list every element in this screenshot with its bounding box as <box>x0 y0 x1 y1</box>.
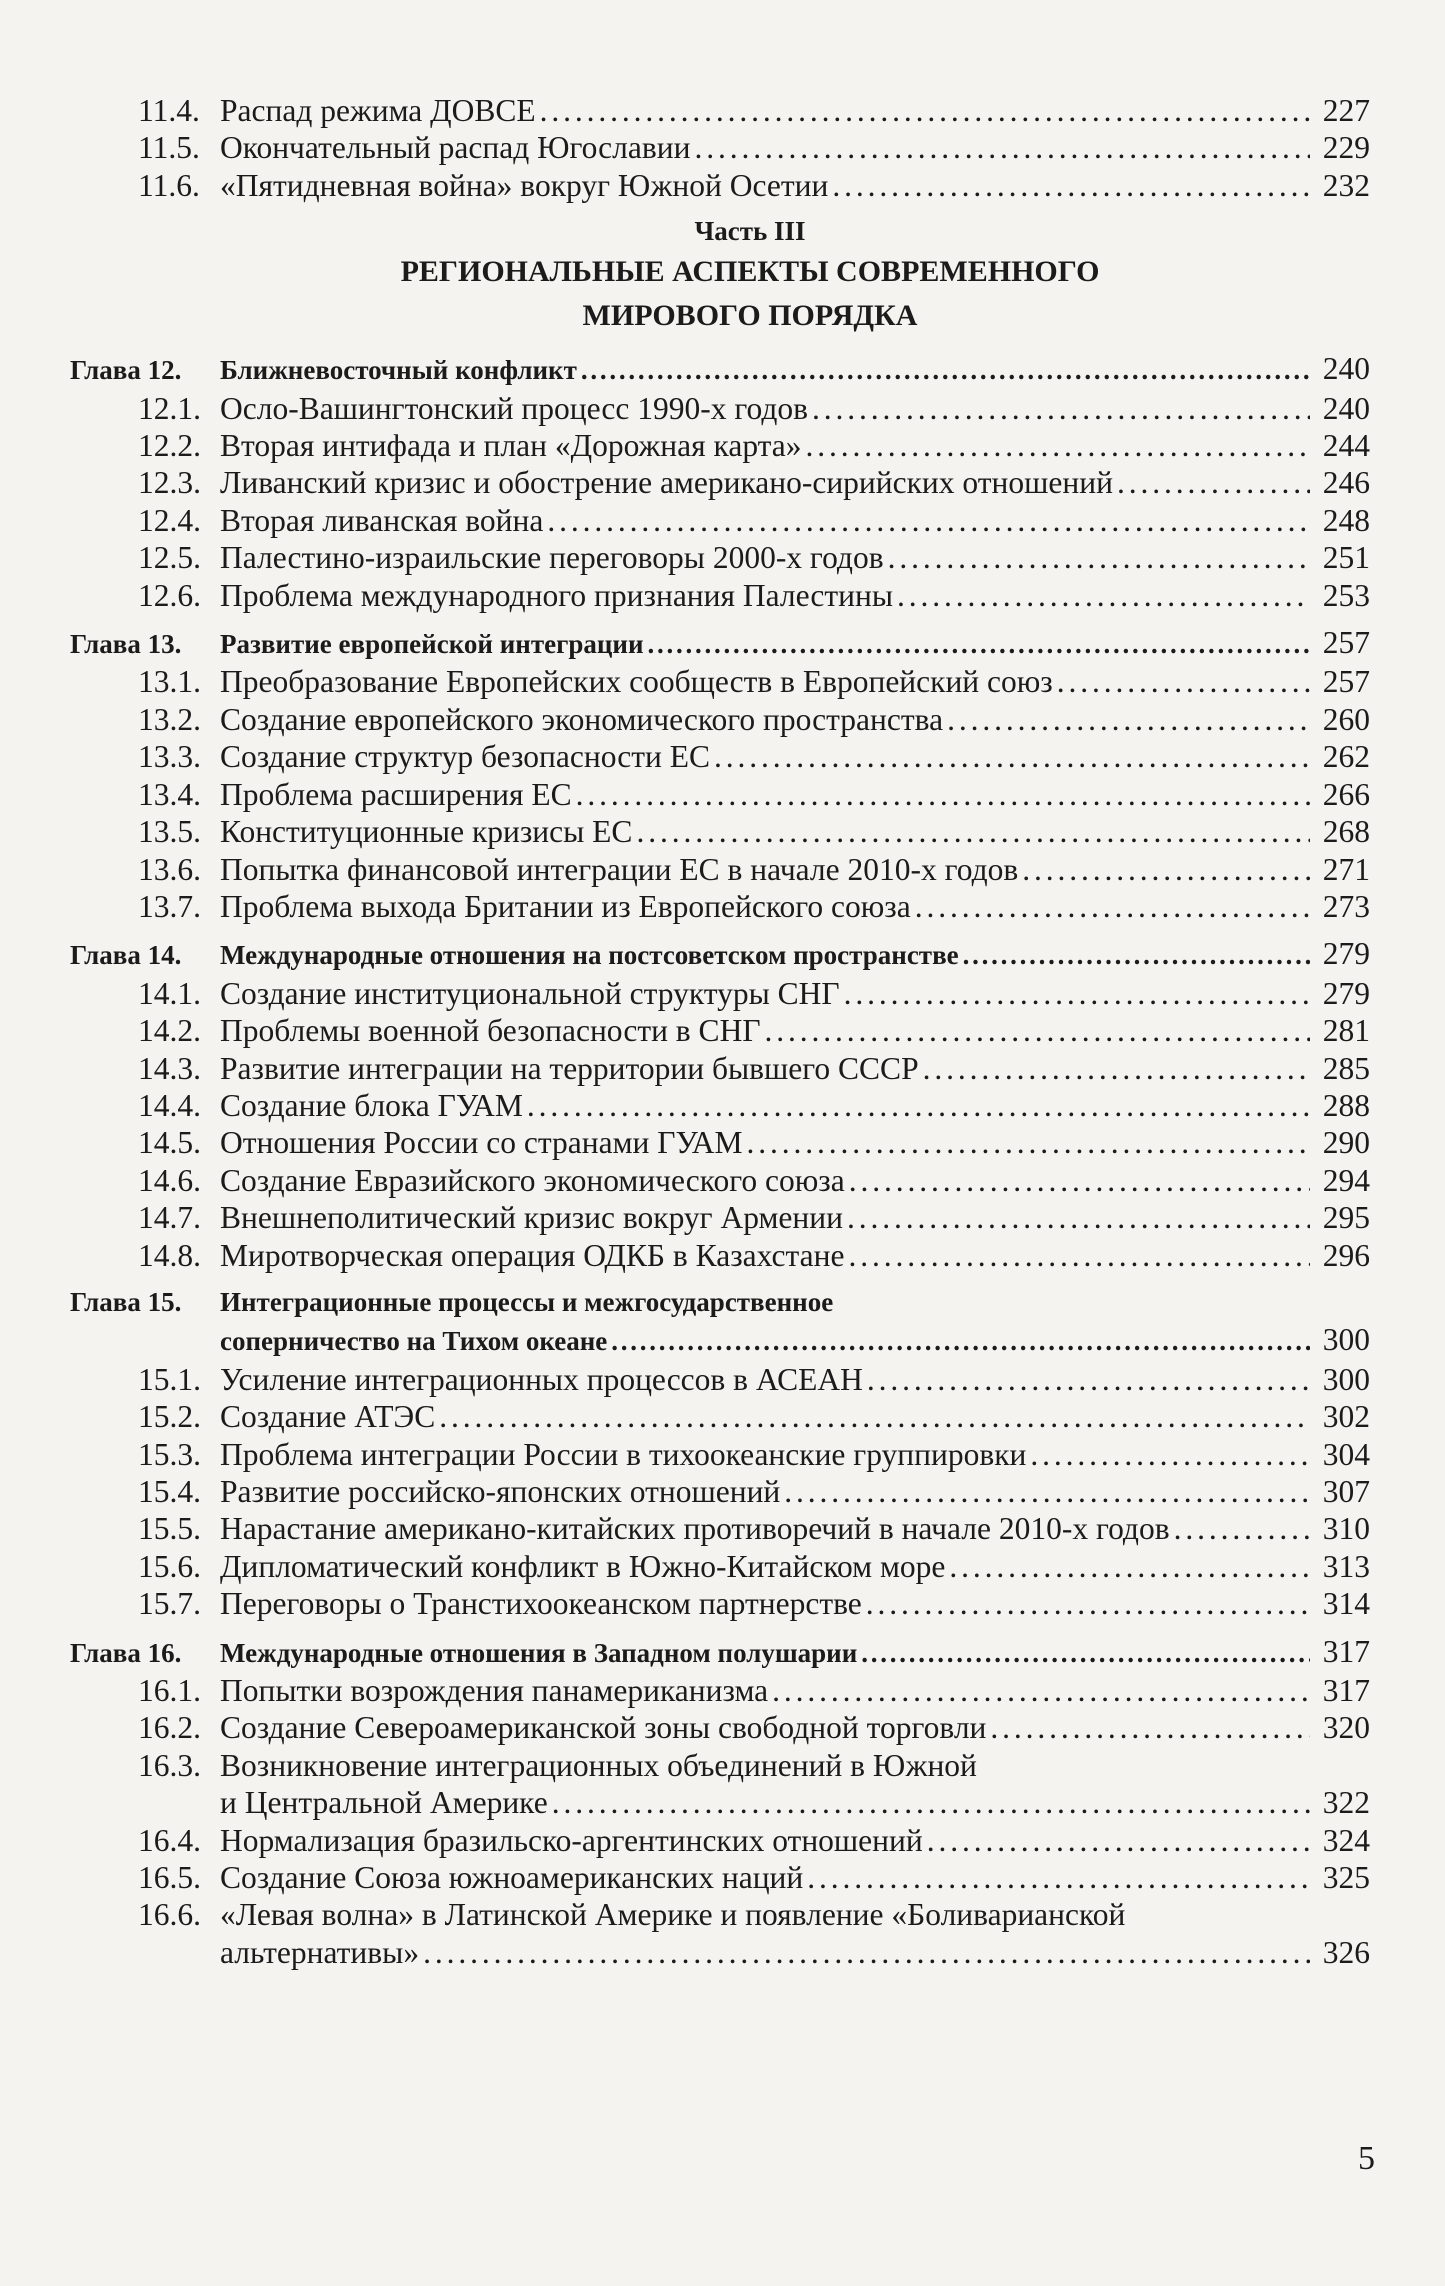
chapter-label: Глава 16. <box>70 1637 182 1668</box>
section-title: Создание Североамериканской зоны свободной торговли <box>220 1710 987 1746</box>
toc-content <box>70 92 1370 1971</box>
section-page: 268 <box>1322 814 1370 850</box>
leader-dots <box>648 626 1310 663</box>
section-page: 271 <box>1322 851 1370 887</box>
section-title: Осло-Вашингтонский процесс 1990-х годов <box>220 390 808 426</box>
section-title: Вторая ливанская война <box>220 502 544 538</box>
section-number: 12.5. <box>138 540 201 576</box>
section-number: 16.3. <box>138 1747 201 1783</box>
section-title: Попытки возрождения панамериканизма <box>220 1673 769 1709</box>
leader-dots <box>1030 1436 1310 1473</box>
section-page: 232 <box>1322 167 1370 203</box>
toc-section-row[interactable] <box>70 1237 1370 1274</box>
section-number: 16.6. <box>138 1897 201 1933</box>
leader-dots <box>765 1012 1310 1049</box>
toc-section-row[interactable] <box>70 1473 1370 1510</box>
section-number: 13.1. <box>138 664 201 700</box>
section-number: 15.1. <box>138 1361 201 1397</box>
toc-section-row[interactable] <box>70 1672 1370 1709</box>
section-page: 257 <box>1322 664 1370 700</box>
toc-section-row[interactable] <box>70 1162 1370 1199</box>
section-title: Нормализация бразильско-аргентинских отношений <box>220 1822 923 1858</box>
section-page: 227 <box>1322 93 1370 128</box>
section-title: Создание блока ГУАМ <box>220 1087 523 1123</box>
section-title: Палестино-израильские переговоры 2000-х годов <box>220 540 884 576</box>
toc-section-row[interactable] <box>70 464 1370 501</box>
part-label: Часть III <box>694 216 806 247</box>
section-page: 266 <box>1322 776 1370 812</box>
section-number: 12.3. <box>138 465 201 501</box>
section-page: 294 <box>1322 1162 1370 1198</box>
leader-dots <box>849 1162 1310 1199</box>
section-title: Преобразование Европейских сообществ в Европейский союз <box>220 664 1053 700</box>
leader-dots <box>772 1672 1310 1709</box>
section-number: 14.4. <box>138 1087 201 1123</box>
toc-section-row[interactable] <box>70 1548 1370 1585</box>
part-heading <box>70 212 1370 338</box>
section-title: Проблема расширения ЕС <box>220 776 572 812</box>
chapter-label: Глава 12. <box>70 355 182 386</box>
toc-section-row[interactable] <box>70 539 1370 576</box>
chapter-label: Глава 14. <box>70 940 182 971</box>
toc-section-row[interactable] <box>70 1012 1370 1049</box>
section-page: 314 <box>1322 1586 1370 1622</box>
toc-section-row[interactable] <box>70 1822 1370 1859</box>
section-number: 16.1. <box>138 1673 201 1709</box>
leader-dots <box>923 1050 1310 1087</box>
section-title: Конституционные кризисы ЕС <box>220 814 633 850</box>
toc-chapter-row[interactable] <box>70 1284 1370 1321</box>
toc-chapter-row[interactable] <box>70 1633 1370 1672</box>
section-page: 310 <box>1322 1511 1370 1547</box>
section-page: 279 <box>1322 975 1370 1011</box>
toc-section-row[interactable] <box>70 851 1370 888</box>
leader-dots <box>915 888 1310 925</box>
section-number: 13.4. <box>138 776 201 812</box>
toc-section-row[interactable] <box>70 663 1370 700</box>
chapter-label: Глава 13. <box>70 629 182 660</box>
section-page: 317 <box>1322 1673 1370 1709</box>
part-title-line: РЕГИОНАЛЬНЫЕ АСПЕКТЫ СОВРЕМЕННОГО <box>400 255 1100 289</box>
toc-section-row[interactable] <box>70 502 1370 539</box>
section-title: Миротворческая операция ОДКБ в Казахстане <box>220 1237 845 1273</box>
toc-section-row[interactable] <box>70 1709 1370 1746</box>
section-number: 13.5. <box>138 814 201 850</box>
section-number: 12.6. <box>138 577 201 613</box>
toc-section-row[interactable] <box>70 701 1370 738</box>
toc-section-row[interactable] <box>70 390 1370 427</box>
toc-section-row[interactable] <box>70 1859 1370 1896</box>
section-title: Создание Евразийского экономического союза <box>220 1162 845 1198</box>
section-title: Развитие интеграции на территории бывшего СССР <box>220 1050 919 1086</box>
chapter-page: 317 <box>1322 1633 1370 1669</box>
leader-dots <box>832 167 1310 204</box>
toc-chapter-row-continued[interactable] <box>70 1321 1370 1360</box>
section-title: Проблема международного признания Палестины <box>220 577 893 613</box>
section-title: Развитие российско-японских отношений <box>220 1474 781 1509</box>
section-number: 11.5. <box>138 130 200 166</box>
leader-dots <box>990 1709 1310 1746</box>
section-title: Нарастание американо-китайских противоречий в начале 2010-х годов <box>220 1511 1170 1547</box>
section-title: Внешнеполитический кризис вокруг Армении <box>220 1200 843 1236</box>
section-number: 14.5. <box>138 1125 201 1161</box>
section-title: Проблема выхода Британии из Европейского союза <box>220 888 911 924</box>
toc-section-row[interactable] <box>70 975 1370 1012</box>
leader-dots <box>784 1473 1310 1510</box>
toc-section-row[interactable] <box>70 427 1370 464</box>
leader-dots <box>552 1784 1310 1821</box>
section-number: 16.4. <box>138 1822 201 1858</box>
section-title: альтернативы» <box>220 1934 420 1970</box>
section-page: 248 <box>1322 502 1370 538</box>
section-number: 14.2. <box>138 1013 201 1049</box>
section-number: 16.2. <box>138 1710 201 1746</box>
leader-dots <box>547 502 1310 539</box>
section-number: 13.2. <box>138 701 201 737</box>
toc-section-row-continued[interactable] <box>70 1934 1370 1971</box>
toc-section-row[interactable] <box>70 776 1370 813</box>
chapter-page: 257 <box>1322 625 1370 661</box>
section-page: 302 <box>1322 1399 1370 1435</box>
section-number: 14.1. <box>138 975 201 1011</box>
leader-dots <box>540 92 1310 129</box>
section-page: 240 <box>1322 390 1370 426</box>
section-title: Переговоры о Транстихоокеанском партнерстве <box>220 1586 862 1622</box>
section-number: 16.5. <box>138 1860 201 1896</box>
leader-dots <box>847 1199 1310 1236</box>
chapter-title: Развитие европейской интеграции <box>220 629 644 660</box>
section-page: 244 <box>1322 428 1370 464</box>
section-number: 15.7. <box>138 1586 201 1622</box>
section-page: 295 <box>1322 1200 1370 1236</box>
leader-dots <box>806 427 1310 464</box>
section-page: 253 <box>1322 577 1370 613</box>
toc-chapter-row[interactable] <box>70 935 1370 974</box>
leader-dots <box>812 390 1310 427</box>
section-number: 15.5. <box>138 1511 201 1547</box>
section-number: 14.7. <box>138 1200 201 1236</box>
leader-dots <box>897 577 1310 614</box>
section-number: 12.1. <box>138 390 201 426</box>
toc-section-row[interactable] <box>70 167 1370 204</box>
toc-section-row[interactable] <box>70 1436 1370 1473</box>
section-page: 260 <box>1322 701 1370 737</box>
toc-section-row[interactable] <box>70 129 1370 166</box>
toc-section-row[interactable] <box>70 1896 1370 1933</box>
toc-chapter-row[interactable] <box>70 350 1370 389</box>
leader-dots <box>861 1635 1310 1672</box>
section-number: 11.4. <box>138 93 200 128</box>
chapter-page: 240 <box>1322 351 1370 387</box>
toc-section-row[interactable] <box>70 1510 1370 1547</box>
section-number: 13.3. <box>138 739 201 775</box>
section-number: 13.6. <box>138 851 201 887</box>
toc-chapter-row[interactable] <box>70 624 1370 663</box>
toc-section-row[interactable] <box>70 738 1370 775</box>
section-number: 12.4. <box>138 502 201 538</box>
chapter-title: соперничество на Тихом океане <box>220 1326 608 1357</box>
toc-section-row[interactable] <box>70 1087 1370 1124</box>
section-page: 326 <box>1322 1934 1370 1970</box>
section-title: Отношения России со странами ГУАМ <box>220 1125 743 1161</box>
section-number: 15.6. <box>138 1548 201 1584</box>
chapter-title-line: Интеграционные процессы и межгосударственное <box>220 1286 834 1317</box>
section-title: Создание институциональной структуры СНГ <box>220 975 840 1011</box>
toc-section-row[interactable] <box>70 813 1370 850</box>
section-number: 15.3. <box>138 1436 201 1472</box>
leader-dots <box>694 129 1310 166</box>
section-title-line: «Левая волна» в Латинской Америке и появление «Боливарианской <box>220 1897 1126 1933</box>
section-title-line: Возникновение интеграционных объединений в Южной <box>220 1747 977 1783</box>
leader-dots <box>527 1087 1310 1124</box>
section-title: Проблемы военной безопасности в СНГ <box>220 1013 761 1049</box>
section-title: Вторая интифада и план «Дорожная карта» <box>220 428 802 464</box>
section-page: 246 <box>1322 465 1370 501</box>
section-number: 15.4. <box>138 1474 201 1509</box>
section-page: 285 <box>1322 1050 1370 1086</box>
section-page: 251 <box>1322 540 1370 576</box>
leader-dots <box>576 776 1310 813</box>
section-number: 14.6. <box>138 1162 201 1198</box>
section-title: Окончательный распад Югославии <box>220 130 691 166</box>
section-page: 300 <box>1322 1361 1370 1397</box>
section-page: 229 <box>1322 130 1370 166</box>
toc-section-row[interactable] <box>70 92 1370 129</box>
chapter-page: 300 <box>1322 1322 1370 1358</box>
section-page: 304 <box>1322 1436 1370 1472</box>
toc-section-row[interactable] <box>70 1124 1370 1161</box>
toc-section-row[interactable] <box>70 1585 1370 1622</box>
part-title-line: МИРОВОГО ПОРЯДКА <box>582 299 918 333</box>
section-title: Попытка финансовой интеграции ЕС в начале 2010-х годов <box>220 851 1019 887</box>
section-title: «Пятидневная война» вокруг Южной Осетии <box>220 167 829 203</box>
leader-dots <box>1174 1510 1310 1547</box>
section-page: 296 <box>1322 1237 1370 1273</box>
section-page: 281 <box>1322 1013 1370 1049</box>
chapter-label: Глава 15. <box>70 1286 182 1317</box>
section-page: 322 <box>1322 1785 1370 1821</box>
chapter-title: Международные отношения на постсоветском пространстве <box>220 940 959 971</box>
section-title: Создание структур безопасности ЕС <box>220 739 710 775</box>
chapter-title: Международные отношения в Западном полушарии <box>220 1637 858 1668</box>
section-page: 290 <box>1322 1125 1370 1161</box>
section-number: 14.8. <box>138 1237 201 1273</box>
section-title: Проблема интеграции России в тихоокеанские группировки <box>220 1436 1027 1472</box>
section-number: 14.3. <box>138 1050 201 1086</box>
leader-dots <box>439 1398 1310 1435</box>
section-title: Дипломатический конфликт в Южно-Китайском море <box>220 1548 946 1584</box>
section-title: Создание Союза южноамериканских наций <box>220 1860 804 1896</box>
toc-section-row[interactable] <box>70 1199 1370 1236</box>
leader-dots <box>747 1124 1311 1161</box>
section-number: 12.2. <box>138 428 201 464</box>
toc-section-row[interactable] <box>70 1050 1370 1087</box>
section-page: 325 <box>1322 1860 1370 1896</box>
section-title: Распад режима ДОВСЕ <box>220 93 536 128</box>
section-number: 13.7. <box>138 888 201 924</box>
leader-dots <box>807 1859 1310 1896</box>
toc-section-row[interactable] <box>70 577 1370 614</box>
leader-dots <box>866 1585 1310 1622</box>
leader-dots <box>927 1822 1310 1859</box>
section-number: 15.2. <box>138 1399 201 1435</box>
chapter-page: 279 <box>1322 936 1370 972</box>
leader-dots <box>848 1237 1310 1274</box>
leader-dots <box>581 352 1310 389</box>
leader-dots <box>714 738 1310 775</box>
page-number: 5 <box>1358 2140 1375 2177</box>
section-title: Усиление интеграционных процессов в АСЕАН <box>220 1361 863 1397</box>
section-page: 313 <box>1322 1548 1370 1584</box>
toc-section-row[interactable] <box>70 1361 1370 1398</box>
leader-dots <box>963 937 1310 974</box>
leader-dots <box>1057 663 1310 700</box>
section-title: Создание европейского экономического пространства <box>220 701 944 737</box>
leader-dots <box>423 1934 1310 1971</box>
toc-section-row[interactable] <box>70 1747 1370 1784</box>
section-title: Создание АТЭС <box>220 1399 436 1435</box>
section-title: и Центральной Америке <box>220 1785 548 1821</box>
section-title: Ливанский кризис и обострение американо-сирийских отношений <box>220 465 1113 501</box>
section-page: 262 <box>1322 739 1370 775</box>
leader-dots <box>636 813 1310 850</box>
toc-section-row-continued[interactable] <box>70 1784 1370 1821</box>
section-page: 320 <box>1322 1710 1370 1746</box>
toc-section-row[interactable] <box>70 1398 1370 1435</box>
leader-dots <box>867 1361 1310 1398</box>
leader-dots <box>947 701 1310 738</box>
leader-dots <box>844 975 1310 1012</box>
section-page: 273 <box>1322 888 1370 924</box>
section-page: 324 <box>1322 1822 1370 1858</box>
leader-dots <box>1117 464 1310 501</box>
section-page: 307 <box>1322 1474 1370 1509</box>
leader-dots <box>1022 851 1310 888</box>
leader-dots <box>888 539 1310 576</box>
leader-dots <box>611 1323 1310 1360</box>
leader-dots <box>949 1548 1310 1585</box>
chapter-title: Ближневосточный конфликт <box>220 355 577 386</box>
section-number: 11.6. <box>138 167 200 203</box>
toc-section-row[interactable] <box>70 888 1370 925</box>
section-page: 288 <box>1322 1087 1370 1123</box>
